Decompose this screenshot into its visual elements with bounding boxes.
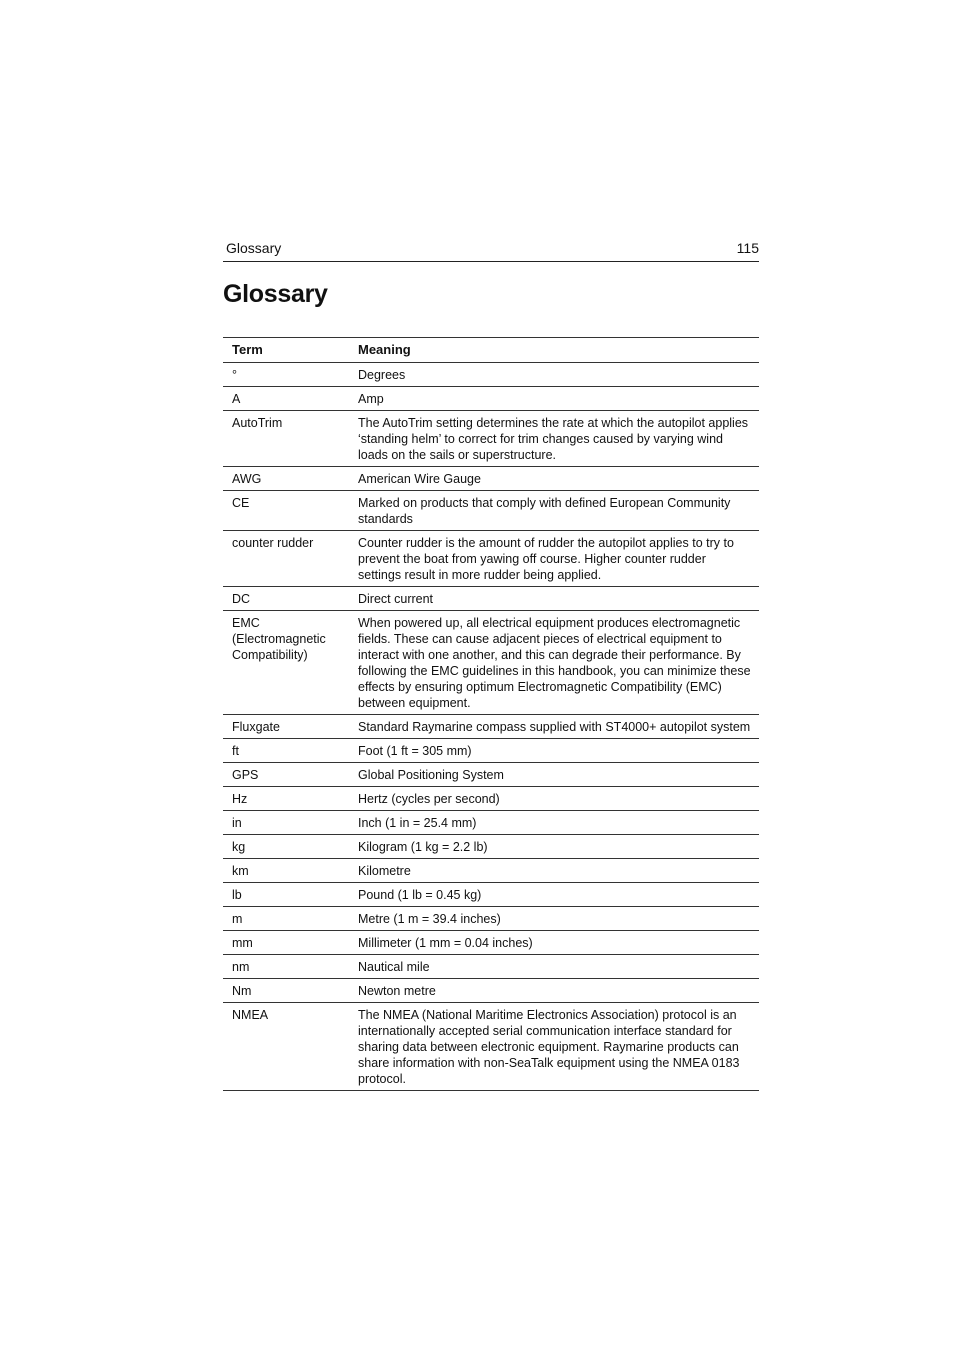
column-header-meaning: Meaning [358,338,759,363]
glossary-term: km [223,859,358,883]
table-row [223,387,759,411]
glossary-term: kg [223,835,358,859]
table-row [223,955,759,979]
glossary-meaning: The AutoTrim setting determines the rate at which the autopilot applies ‘standing helm’ to correct for trim changes caused by varying wind loads on the sails or superstructure. [358,411,759,467]
table-row [223,859,759,883]
glossary-meaning: Millimeter (1 mm = 0.04 inches) [358,931,759,955]
glossary-term: Fluxgate [223,715,358,739]
glossary-meaning: Metre (1 m = 39.4 inches) [358,907,759,931]
table-row [223,715,759,739]
glossary-term: lb [223,883,358,907]
glossary-meaning: Foot (1 ft = 305 mm) [358,739,759,763]
glossary-meaning: Global Positioning System [358,763,759,787]
table-row [223,907,759,931]
glossary-meaning: Kilometre [358,859,759,883]
table-row [223,411,759,467]
glossary-term: NMEA [223,1003,358,1091]
table-row [223,491,759,531]
glossary-table-body [223,363,759,1091]
table-row [223,931,759,955]
glossary-meaning: American Wire Gauge [358,467,759,491]
table-row [223,587,759,611]
table-row [223,835,759,859]
glossary-meaning: Newton metre [358,979,759,1003]
glossary-table-header [223,338,759,363]
glossary-meaning: Standard Raymarine compass supplied with ST4000+ autopilot system [358,715,759,739]
header-page-number: 115 [736,240,759,256]
glossary-meaning: Hertz (cycles per second) [358,787,759,811]
table-row [223,979,759,1003]
glossary-meaning: Amp [358,387,759,411]
glossary-term: ft [223,739,358,763]
table-row [223,467,759,491]
glossary-meaning: Marked on products that comply with defined European Community standards [358,491,759,531]
table-row [223,611,759,715]
glossary-term: in [223,811,358,835]
glossary-meaning: Counter rudder is the amount of rudder the autopilot applies to try to prevent the boat from yawing off course. Higher counter rudder settings result in more rudder being applied. [358,531,759,587]
table-row [223,531,759,587]
glossary-meaning: Degrees [358,363,759,387]
table-row [223,787,759,811]
table-row [223,811,759,835]
table-row [223,763,759,787]
glossary-term: A [223,387,358,411]
glossary-meaning: The NMEA (National Maritime Electronics Association) protocol is an internationally accepted serial communication interface standard for sharing data between electronic equipment. Raymarine products can share information with non-SeaTalk equipment using the NMEA 0183 protocol. [358,1003,759,1091]
glossary-term: m [223,907,358,931]
glossary-term: ° [223,363,358,387]
glossary-meaning: Kilogram (1 kg = 2.2 lb) [358,835,759,859]
table-row [223,1003,759,1091]
glossary-meaning: Nautical mile [358,955,759,979]
glossary-term: EMC (Electromagnetic Compatibility) [223,611,358,715]
glossary-term: Hz [223,787,358,811]
glossary-term: mm [223,931,358,955]
glossary-term: GPS [223,763,358,787]
table-row [223,739,759,763]
glossary-term: AutoTrim [223,411,358,467]
glossary-term: DC [223,587,358,611]
glossary-term: Nm [223,979,358,1003]
glossary-meaning: Pound (1 lb = 0.45 kg) [358,883,759,907]
glossary-meaning: Direct current [358,587,759,611]
table-row [223,883,759,907]
glossary-term: nm [223,955,358,979]
header-section-name: Glossary [226,240,282,256]
glossary-table [223,337,759,1091]
glossary-term: AWG [223,467,358,491]
glossary-meaning: Inch (1 in = 25.4 mm) [358,811,759,835]
table-header-row [223,338,759,363]
glossary-term: CE [223,491,358,531]
page-header [223,238,759,262]
glossary-term: counter rudder [223,531,358,587]
table-row [223,363,759,387]
column-header-term: Term [223,338,358,363]
page-title: Glossary [223,280,328,308]
glossary-meaning: When powered up, all electrical equipment produces electromagnetic fields. These can cause adjacent pieces of electrical equipment to interact with one another, and this can degrade their performance. By following the EMC guidelines in this handbook, you can minimize these effects by ensuring optimum Electromagnetic Compatibility (EMC) between equipment. [358,611,759,715]
